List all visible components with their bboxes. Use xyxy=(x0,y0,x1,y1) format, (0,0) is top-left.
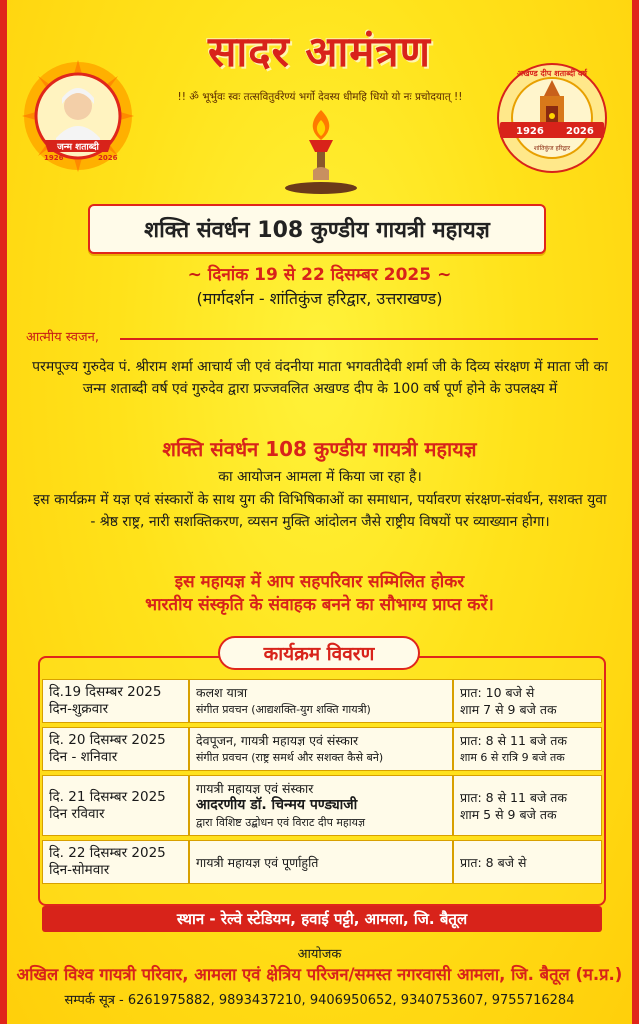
schedule-time-cell xyxy=(453,679,602,723)
right-logo-arc-text: अखण्ड दीप शताब्दी वर्ष xyxy=(516,69,588,78)
tilde-ornament-right-icon: ∼ xyxy=(437,265,452,285)
event-title: शक्ति संवर्धन 108 कुण्डीय गायत्री महायज्ञ xyxy=(144,218,490,243)
table-row xyxy=(42,679,602,723)
gayatri-mantra: !! ॐ भूर्भुवः स्वः तत्सवितुर्वरेण्यं भर्गो देवस्य धीमहि धियो यो नः प्रचोदयात् !! xyxy=(177,91,463,103)
contact-numbers: सम्पर्क सूत्र - 6261975882, 9893437210, 9406950652, 9340753607, 9755716284 xyxy=(64,993,575,1008)
topics-paragraph: इस कार्यक्रम में यज्ञ एवं संस्कारों के साथ युग की विभिषिकाओं का समाधान, पर्यावरण संरक्षण-संवर्धन, सशक्त युवा - श्रेष्ठ राष्ट्र, नारी सशक्तिकरण, व्यसन मुक्ति आंदोलन जैसे राष्ट्रीय विषयों पर व्याख्यान होगा। xyxy=(33,492,607,530)
schedule-program-detail: संगीत प्रवचन (राष्ट्र समर्थ और सशक्त कैसे बने) xyxy=(196,751,384,764)
schedule-program: देवपूजन, गायत्री महायज्ञ एवं संस्कार xyxy=(196,733,359,748)
schedule-time-cell xyxy=(453,775,602,836)
schedule-time-evening: शाम 6 से रात्रि 9 बजे तक xyxy=(460,751,565,764)
schedule-time-evening: शाम 7 से 9 बजे तक xyxy=(460,702,557,717)
right-logo-year-end: 2026 xyxy=(566,126,594,137)
akhand-deep-shatabdi-logo xyxy=(494,62,610,174)
salutation: आत्मीय स्वजन, xyxy=(26,330,100,345)
schedule-program-cell xyxy=(189,840,453,884)
table-row xyxy=(42,727,602,771)
left-logo-year-end: 2026 xyxy=(98,154,118,162)
schedule-program: गायत्री महायज्ञ एवं संस्कार xyxy=(196,781,314,796)
salutation-divider xyxy=(120,338,598,340)
tilde-ornament-left-icon: ∼ xyxy=(187,265,202,285)
event-title-box xyxy=(88,204,546,254)
invitation-line-1: इस महायज्ञ में आप सहपरिवार सम्मिलित होकर xyxy=(174,572,465,592)
invitation-line-2: भारतीय संस्कृति के संवाहक बनने का सौभाग्य प्राप्त करें। xyxy=(145,595,494,615)
schedule-program: कलश यात्रा xyxy=(196,685,248,700)
schedule-date-cell xyxy=(42,840,189,884)
invitation-text xyxy=(0,571,639,617)
event-name-highlight: शक्ति संवर्धन 108 कुण्डीय गायत्री महायज्ञ xyxy=(162,437,477,461)
table-row xyxy=(42,840,602,884)
left-logo-year-start: 1926 xyxy=(44,154,64,162)
schedule-date: दि. 22 दिसम्बर 2025 xyxy=(49,845,166,861)
schedule-time-morning: प्रात: 8 बजे से xyxy=(460,854,527,870)
organizer-name: अखिल विश्व गायत्री परिवार, आमला एवं क्षेत्रिय परिजन/समस्त नगरवासी आमला, जि. बैतूल (म.प्र.) xyxy=(16,965,623,984)
event-guidance: (मार्गदर्शन - शांतिकुंज हरिद्वार, उत्तराखण्ड) xyxy=(196,289,443,308)
schedule-day: दिन-सोमवार xyxy=(49,862,110,878)
schedule-day: दिन रविवार xyxy=(49,805,105,822)
event-date-line xyxy=(0,262,639,285)
schedule-date-cell xyxy=(42,727,189,771)
schedule-date: दि. 20 दिसम्बर 2025 xyxy=(49,732,166,748)
event-date: दिनांक 19 से 22 दिसम्बर 2025 xyxy=(207,265,432,285)
schedule-time-evening: शाम 5 से 9 बजे तक xyxy=(460,806,557,822)
schedule-program: गायत्री महायज्ञ एवं पूर्णाहुति xyxy=(196,854,319,870)
torch-icon xyxy=(283,108,359,194)
right-logo-year-start: 1926 xyxy=(516,126,544,137)
schedule-time-morning: प्रात: 10 बजे से xyxy=(460,685,535,700)
schedule-program-cell xyxy=(189,727,453,771)
janm-shatabdi-logo xyxy=(22,60,134,172)
right-logo-sub: शांतिकुंज हरिद्वार xyxy=(533,145,571,152)
schedule-date: दि.19 दिसम्बर 2025 xyxy=(49,684,162,700)
schedule-program-cell xyxy=(189,679,453,723)
venue-banner xyxy=(42,906,602,932)
schedule-date: दि. 21 दिसम्बर 2025 xyxy=(49,788,166,805)
schedule-date-cell xyxy=(42,775,189,836)
janm-shatabdi-ribbon: जन्म शताब्दी xyxy=(57,142,99,153)
schedule-time-cell xyxy=(453,840,602,884)
venue-text: स्थान - रेल्वे स्टेडियम, हवाई पट्टी, आमला, जि. बैतूल xyxy=(176,910,468,928)
page-title: सादर आमंत्रण xyxy=(208,27,431,76)
organizing-line: का आयोजन आमला में किया जा रहा है। xyxy=(218,469,422,485)
table-row xyxy=(42,775,602,836)
intro-paragraph: परमपूज्य गुरुदेव पं. श्रीराम शर्मा आचार्य जी एवं वंदनीया माता भगवतीदेवी शर्मा जी के दिव्य संरक्षण में माता जी का जन्म शताब्दी वर्ष एवं गुरुदेव द्वारा प्रज्जवलित अखण्ड दीप के 100 वर्ष पूर्ण होने के उपलक्ष्य में xyxy=(32,359,608,397)
schedule-time-morning: प्रात: 8 से 11 बजे तक xyxy=(460,733,567,748)
schedule-time-cell xyxy=(453,727,602,771)
schedule-program-cell xyxy=(189,775,453,836)
schedule-date-cell xyxy=(42,679,189,723)
schedule-table xyxy=(42,675,602,888)
schedule-day: दिन - शनिवार xyxy=(49,749,118,765)
schedule-program-detail: द्वारा विशिष्ट उद्बोधन एवं विराट दीप महायज्ञ xyxy=(196,816,366,829)
organizer-label: आयोजक xyxy=(297,947,342,962)
schedule-speaker: आदरणीय डॉ. चिन्मय पण्ड्याजी xyxy=(196,797,358,813)
schedule-day: दिन-शुक्रवार xyxy=(49,701,109,717)
schedule-program-detail: संगीत प्रवचन (आद्यशक्ति-युग शक्ति गायत्री) xyxy=(196,703,371,716)
schedule-time-morning: प्रात: 8 से 11 बजे तक xyxy=(460,789,567,805)
schedule-title: कार्यक्रम विवरण xyxy=(218,636,420,670)
